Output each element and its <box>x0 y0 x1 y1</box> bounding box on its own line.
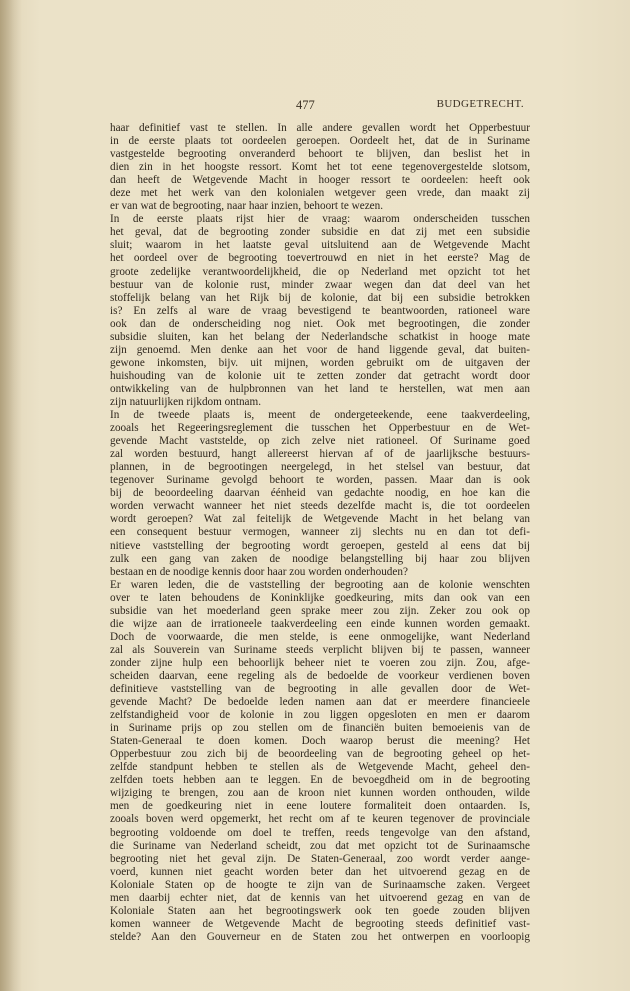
text-line: zal als Souverein van Suriname steeds verplicht blijven bij te passen, wanneer <box>110 643 530 656</box>
text-line: zal worden bestuurd, hangt allereerst hiervan af of de jaarlijksche bestuurs- <box>110 448 530 461</box>
text-line: in Suriname prijs op zou stellen om de financiën buiten bemoeienis van de <box>110 722 530 735</box>
text-line: zonder zijne hulp een behoorlijk beheer niet te voeren zou zijn. Zou, afge- <box>110 656 530 669</box>
running-title: BUDGETRECHT. <box>436 98 524 110</box>
text-line: begrooting voldoende om doel te treffen, reeds tengevolge van den afstand, <box>110 826 530 839</box>
text-line: zulk een gang van zaken de noodige belangstelling bij haar zou blijven <box>110 552 530 565</box>
text-line: een consequent bestuur vermogen, wanneer zij slechts nu en dan tot defi- <box>110 526 530 539</box>
text-line: tegenover Suriname gevolgd behoort te worden, passen. Maar dan is ook <box>110 474 530 487</box>
text-line: haar definitief vast te stellen. In alle andere gevallen wordt het Opperbestuur <box>110 122 530 134</box>
text-line: bestaan en de noodige kennis door haar zou worden onderhouden? <box>110 565 408 578</box>
text-line: men daarbij echter niet, dat de kennis van het uitvoerend gezag en van de <box>110 891 530 904</box>
text-line: stoffelijk belang van het Rijk bij de kolonie, dat bij een subsidie betrokken <box>110 291 530 304</box>
text-line: gevende Macht vaststelde, op zich zelve niet rationeel. Of Suriname goed <box>110 435 530 448</box>
text-line: ontwikkeling van de hulpbronnen van het land te herstellen, wat men aan <box>110 382 530 395</box>
body-text <box>110 122 530 944</box>
page-gutter-shadow <box>0 0 22 991</box>
text-line: over te laten behoudens de Koninklijke goedkeuring, mits dan ook van een <box>110 591 530 604</box>
text-line: definitieve vaststelling van de begrooting in alle gevallen door de Wet- <box>110 683 530 696</box>
text-line: zijn natuurlijken rijkdom ontnam. <box>110 395 262 408</box>
text-line: deze met het werk van den kolonialen wetgever geen vrede, dan maakt zij <box>110 187 530 200</box>
text-line: voerd, kunnen niet geacht worden beter dan het uitvoerend gezag en de <box>110 865 530 878</box>
text-line: stelde? Aan den Gouverneur en de Staten zou het ontwerpen en voorloopig <box>110 930 530 943</box>
text-line: subsidie sluiten, kan het belang der Nederlandsche schatkist in hooge mate <box>110 330 530 343</box>
text-line: subsidie van het moederland geen sprake meer zou zijn. Zeker zou ook op <box>110 604 530 617</box>
text-line: ook dan de onderscheiding nog niet. Ook met begrootingen, die zonder <box>110 317 530 330</box>
text-line: wordt geroepen? Wat zal feitelijk de Wetgevende Macht in het belang van <box>110 513 530 526</box>
text-line: het oordeel over de begrooting toevertrouwd en niet in het eerste? Mag de <box>110 252 530 265</box>
text-line: scheiden daarvan, eene regeling als de bedoelde de voorkeur verdienen boven <box>110 669 530 682</box>
text-line: zelfde standpunt hebben te stellen als de Wetgevende Macht, geheel den- <box>110 761 530 774</box>
text-line: zooals boven werd opgemerkt, het recht om af te keuren tegenover de provinciale <box>110 813 530 826</box>
text-line: Doch de voorwaarde, die men stelde, is eene onmogelijke, want Nederland <box>110 630 530 643</box>
text-line: plannen, in de begrootingen neergelegd, in het stelsel van bestuur, dat <box>110 461 530 474</box>
text-line: sluit; waarom in het laatste geval uitsluitend aan de Wetgevende Macht <box>110 239 530 252</box>
text-line: dan heeft de Wetgevende Macht in hooger ressort te oordeelen: heeft ook <box>110 174 530 187</box>
text-line: bij de beoordeeling daarvan éénheid van gedachte noodig, en hoe kan die <box>110 487 530 500</box>
text-line: dien zin in het hoogste ressort. Komt het tot eene tegenovergestelde slotsom, <box>110 161 530 174</box>
text-line: er van wat de begrooting, naar haar inzien, behoort te wezen. <box>110 200 384 213</box>
text-line: Koloniale Staten aan het begrootingswerk ook ten goede zouden blijven <box>110 904 530 917</box>
text-line: zooals het Regeeringsreglement die tusschen het Opperbestuur en de Wet- <box>110 422 530 435</box>
text-line: die wijze aan de irrationeele taakverdeeling een einde kunnen worden gemaakt. <box>110 617 530 630</box>
text-line: begrooting niet het geval zijn. De Staten-Generaal, zoo wordt verder aange- <box>110 852 530 865</box>
text-line: wijziging te brengen, zou aan de kroon niet kunnen worden onthouden, wilde <box>110 787 530 800</box>
text-line: nitieve vaststelling der begrooting wordt geroepen, gesteld al eens dat bij <box>110 539 530 552</box>
text-line: in de eerste plaats tot oordeelen geroepen. Oordeelt het, dat de in Suriname <box>110 135 530 148</box>
text-line: huishouding van de kolonie uit te zetten zonder dat getracht wordt door <box>110 369 530 382</box>
text-line: gevende Macht? De bedoelde leden namen aan dat er meerdere financieele <box>110 696 530 709</box>
text-line: Er waren leden, die de vaststelling der begrooting aan de kolonie wenschten <box>110 578 530 591</box>
text-line: zijn genoemd. Men denke aan het voor de hand liggende geval, dat buiten- <box>110 343 530 356</box>
text-line: Staten-Generaal te doen komen. Doch waarop berust die meening? Het <box>110 735 530 748</box>
text-line: In de tweede plaats is, meent de ondergeteekende, eene taakverdeeling, <box>110 409 530 422</box>
text-line: groote zedelijke verantwoordelijkheid, die op Nederland met opzicht tot het <box>110 265 530 278</box>
text-line: zelfstandigheid voor de kolonie in zou liggen opgesloten en men er daarom <box>110 709 530 722</box>
text-line: gewone inkomsten, bijv. uit mijnen, worden gebruikt om de uitgaven der <box>110 356 530 369</box>
text-line: worden verwacht wanneer het niet steeds dezelfde macht is, die tot oordeelen <box>110 500 530 513</box>
text-line: het geval, dat de begrooting zonder subsidie en dat zij met een subsidie <box>110 226 530 239</box>
text-line: vastgestelde begrooting onveranderd behoort te blijven, dan beslist het in <box>110 148 530 161</box>
text-line: is? En zelfs al ware de vraag bevestigend te beantwoorden, rationeel ware <box>110 304 530 317</box>
text-line: In de eerste plaats rijst hier de vraag: waarom onderscheiden tusschen <box>110 213 530 226</box>
text-line: komen wanneer de Wetgevende Macht de begrooting steeds definitief vast- <box>110 917 530 930</box>
text-line: bestuur van de kolonie rust, minder zwaar wegen dan dat deel van het <box>110 278 530 291</box>
text-line: men de goedkeuring niet in eene loutere formaliteit doen ontaarden. Is, <box>110 800 530 813</box>
text-line: die Suriname van Nederland scheidt, zou dat met opzicht tot de Surinaamsche <box>110 839 530 852</box>
page-number: 477 <box>296 98 315 112</box>
page-header <box>110 98 530 116</box>
text-line: zelfden toets hebben aan te leggen. En de bevoegdheid om in de begrooting <box>110 774 530 787</box>
text-line: Opperbestuur zou zich bij de beoordeeling van de begrooting geheel op het- <box>110 748 530 761</box>
text-line: Koloniale Staten op de hoogte te zijn van de Surinaamsche zaken. Vergeet <box>110 878 530 891</box>
